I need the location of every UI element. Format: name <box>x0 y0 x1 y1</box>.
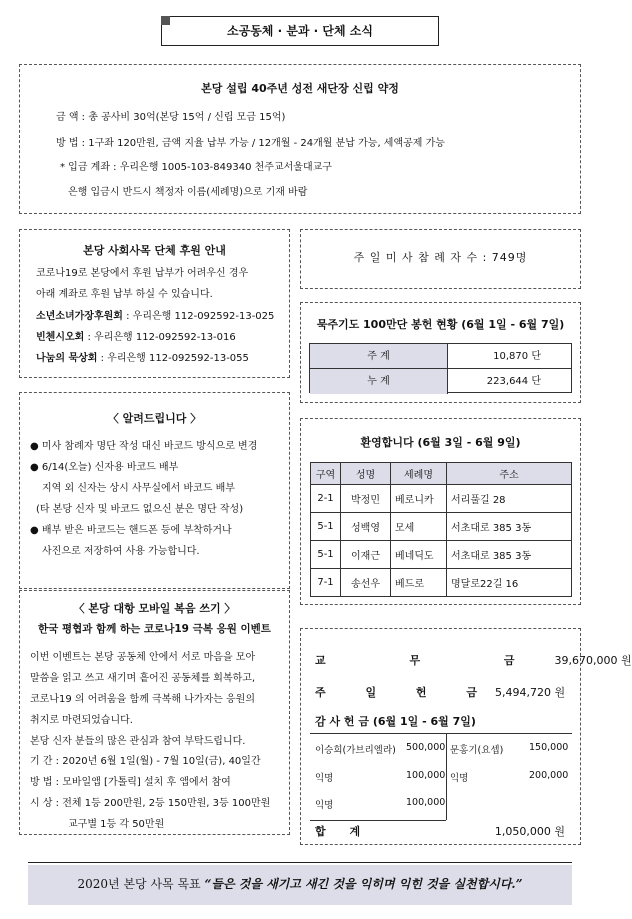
mobile-event-period: 기 간 : 2020년 6월 1일(월) - 7월 10일(금), 40일간 <box>30 756 261 767</box>
finance-row <box>315 652 632 668</box>
rosary-value: 223,644 단 <box>486 376 541 387</box>
notice-item: ● 6/14(오늘) 신자용 바코드 배부 <box>30 462 179 473</box>
sponsor-intro: 코로나19로 본당에서 후원 납부가 어려우신 경우 <box>36 268 249 279</box>
cell-name: 송선우 <box>341 569 391 597</box>
sponsor-item <box>36 349 249 364</box>
donor-name: 이승희(가브리엘라) <box>315 745 396 756</box>
sponsor-item <box>36 328 236 343</box>
divider <box>310 733 572 734</box>
table-row <box>311 541 572 569</box>
donor-amount: 150,000 <box>529 742 569 753</box>
donor-amount: 200,000 <box>529 770 569 781</box>
donor-name: 익명 <box>315 800 334 811</box>
sponsor-title: 본당 사회사목 단체 후원 안내 <box>83 244 226 257</box>
sponsor-name: 나눔의 묵상회 <box>36 353 98 364</box>
footer-prefix: 2020년 본당 사목 목표 <box>77 877 201 891</box>
table-row <box>311 485 572 513</box>
thanks-offering-title: 감 사 헌 금 (6월 1일 - 6월 7일) <box>315 715 476 728</box>
finance-row <box>315 684 565 700</box>
finance-value: 39,670,000 원 <box>554 654 632 667</box>
cell-district: 7-1 <box>311 569 341 597</box>
sponsor-account: : 우리은행 112-092592-13-055 <box>97 353 249 364</box>
notice-item: 사진으로 저장하여 사용 가능합니다. <box>42 546 200 557</box>
mobile-event-line: 이번 이벤트는 본당 공동체 안에서 서로 마음을 모아 <box>30 652 256 663</box>
section-title: 소공동체 · 분과 · 단체 소식 <box>227 24 373 38</box>
cell-address: 서리풀길 28 <box>447 485 572 513</box>
finance-total-label: 합 계 <box>315 825 371 838</box>
mobile-event-title: 〈 본당 대항 모바일 복음 쓰기 〉 <box>73 602 236 615</box>
cell-address: 서초대로 385 3동 <box>447 513 572 541</box>
construction-note: 은행 입금시 반드시 책정자 이름(세례명)으로 기재 바람 <box>68 187 308 198</box>
cell-baptismal-name: 베드로 <box>391 569 447 597</box>
mobile-event-method: 방 법 : 모바일앱 [가톨릭] 설치 후 앱에서 참여 <box>30 777 231 788</box>
welcome-table <box>310 462 572 597</box>
column-header: 세례명 <box>391 463 447 485</box>
sponsor-name: 소년소녀가장후원회 <box>36 311 123 322</box>
cell-district: 5-1 <box>311 541 341 569</box>
donor-amount: 100,000 <box>406 797 446 808</box>
rosary-value: 10,870 단 <box>493 351 541 362</box>
finance-label: 교 무 금 <box>315 654 555 667</box>
sponsor-item <box>36 307 274 322</box>
donor-amount: 100,000 <box>406 770 446 781</box>
finance-label: 주 일 헌 금 <box>315 686 495 699</box>
sponsor-intro: 아래 계좌로 후원 납부 하실 수 있습니다. <box>36 289 213 300</box>
cell-name: 박정민 <box>341 485 391 513</box>
welcome-title: 환영합니다 (6월 3일 - 6월 9일) <box>360 436 521 449</box>
finance-total-value: 1,050,000 원 <box>494 825 565 838</box>
rosary-label: 주 계 <box>310 344 448 368</box>
cell-baptismal-name: 베로니카 <box>391 485 447 513</box>
mobile-event-line: 본당 신자 분들의 많은 관심과 참여 부탁드립니다. <box>30 736 246 747</box>
footer-divider <box>28 862 572 863</box>
table-row <box>311 569 572 597</box>
sponsor-name: 빈첸시오회 <box>36 332 85 343</box>
donor-name: 익명 <box>450 773 469 784</box>
notice-item: ● 미사 참례자 명단 작성 대신 바코드 방식으로 변경 <box>30 441 258 452</box>
column-header: 주소 <box>447 463 572 485</box>
mobile-event-subtitle: 한국 평협과 함께 하는 코로나19 극복 응원 이벤트 <box>38 623 271 635</box>
divider <box>446 733 447 820</box>
cell-name: 이재근 <box>341 541 391 569</box>
table-row <box>310 344 571 369</box>
donor-name: 문홍기(요셉) <box>450 745 504 756</box>
mobile-event-prize: 시 상 : 전체 1등 200만원, 2등 150만원, 3등 100만원 <box>30 798 271 809</box>
attendance-count: 주 일 미 사 참 례 자 수 : 749명 <box>353 251 528 264</box>
mobile-event-line: 코로나19 의 어려움을 함께 극복해 나가자는 응원의 <box>30 694 255 705</box>
finance-value: 5,494,720 원 <box>495 686 566 699</box>
donor-amount: 500,000 <box>406 742 446 753</box>
footer-motto <box>28 875 572 892</box>
column-header: 성명 <box>341 463 391 485</box>
notice-item: ● 배부 받은 바코드는 핸드폰 등에 부착하거나 <box>30 525 232 536</box>
rosary-table <box>309 343 572 393</box>
cell-name: 성백영 <box>341 513 391 541</box>
rosary-title: 묵주기도 100만단 봉헌 현황 (6월 1일 - 6월 7일) <box>316 318 565 331</box>
divider <box>310 820 446 821</box>
cell-district: 5-1 <box>311 513 341 541</box>
mobile-event-line: 취지로 마련되었습니다. <box>30 715 133 726</box>
construction-title: 본당 설립 40주년 성전 새단장 신립 약정 <box>201 82 399 95</box>
sponsor-account: : 우리은행 112-092592-13-016 <box>84 332 236 343</box>
notice-title: 〈 알려드립니다 〉 <box>107 412 202 425</box>
construction-method: 방 법 : 1구좌 120만원, 금액 지율 납부 가능 / 12개월 - 24개월 분납 가능, 세액공제 가능 <box>56 138 445 149</box>
construction-account: * 입금 계좌 : 우리은행 1005-103-849340 천주교서울대교구 <box>60 162 332 173</box>
table-header-row <box>311 463 572 485</box>
cell-baptismal-name: 베네딕도 <box>391 541 447 569</box>
notice-item: (타 본당 신자 및 바코드 없으신 분은 명단 작성) <box>36 504 244 515</box>
cell-district: 2-1 <box>311 485 341 513</box>
table-row <box>311 513 572 541</box>
sponsor-account: : 우리은행 112-092592-13-025 <box>122 311 275 322</box>
mobile-event-prize: 교구별 1등 각 50만원 <box>68 819 165 830</box>
footer-quote: “들은 것을 새기고 새긴 것을 익히며 익힌 것을 실천합시다.” <box>204 877 523 891</box>
table-row <box>310 369 571 394</box>
rosary-label: 누 계 <box>310 369 448 394</box>
cell-baptismal-name: 모세 <box>391 513 447 541</box>
notice-item: 지역 외 신자는 상시 사무실에서 바코드 배부 <box>42 483 235 494</box>
finance-total-row <box>315 823 565 839</box>
cell-address: 명달로22길 16 <box>447 569 572 597</box>
construction-amount: 금 액 : 총 공사비 30억(본당 15억 / 신립 모금 15억) <box>56 112 286 123</box>
donor-name: 익명 <box>315 773 334 784</box>
cell-address: 서초대로 385 3동 <box>447 541 572 569</box>
mobile-event-line: 말씀을 읽고 쓰고 새기며 흩어진 공동체를 회복하고, <box>30 673 256 684</box>
column-header: 구역 <box>311 463 341 485</box>
